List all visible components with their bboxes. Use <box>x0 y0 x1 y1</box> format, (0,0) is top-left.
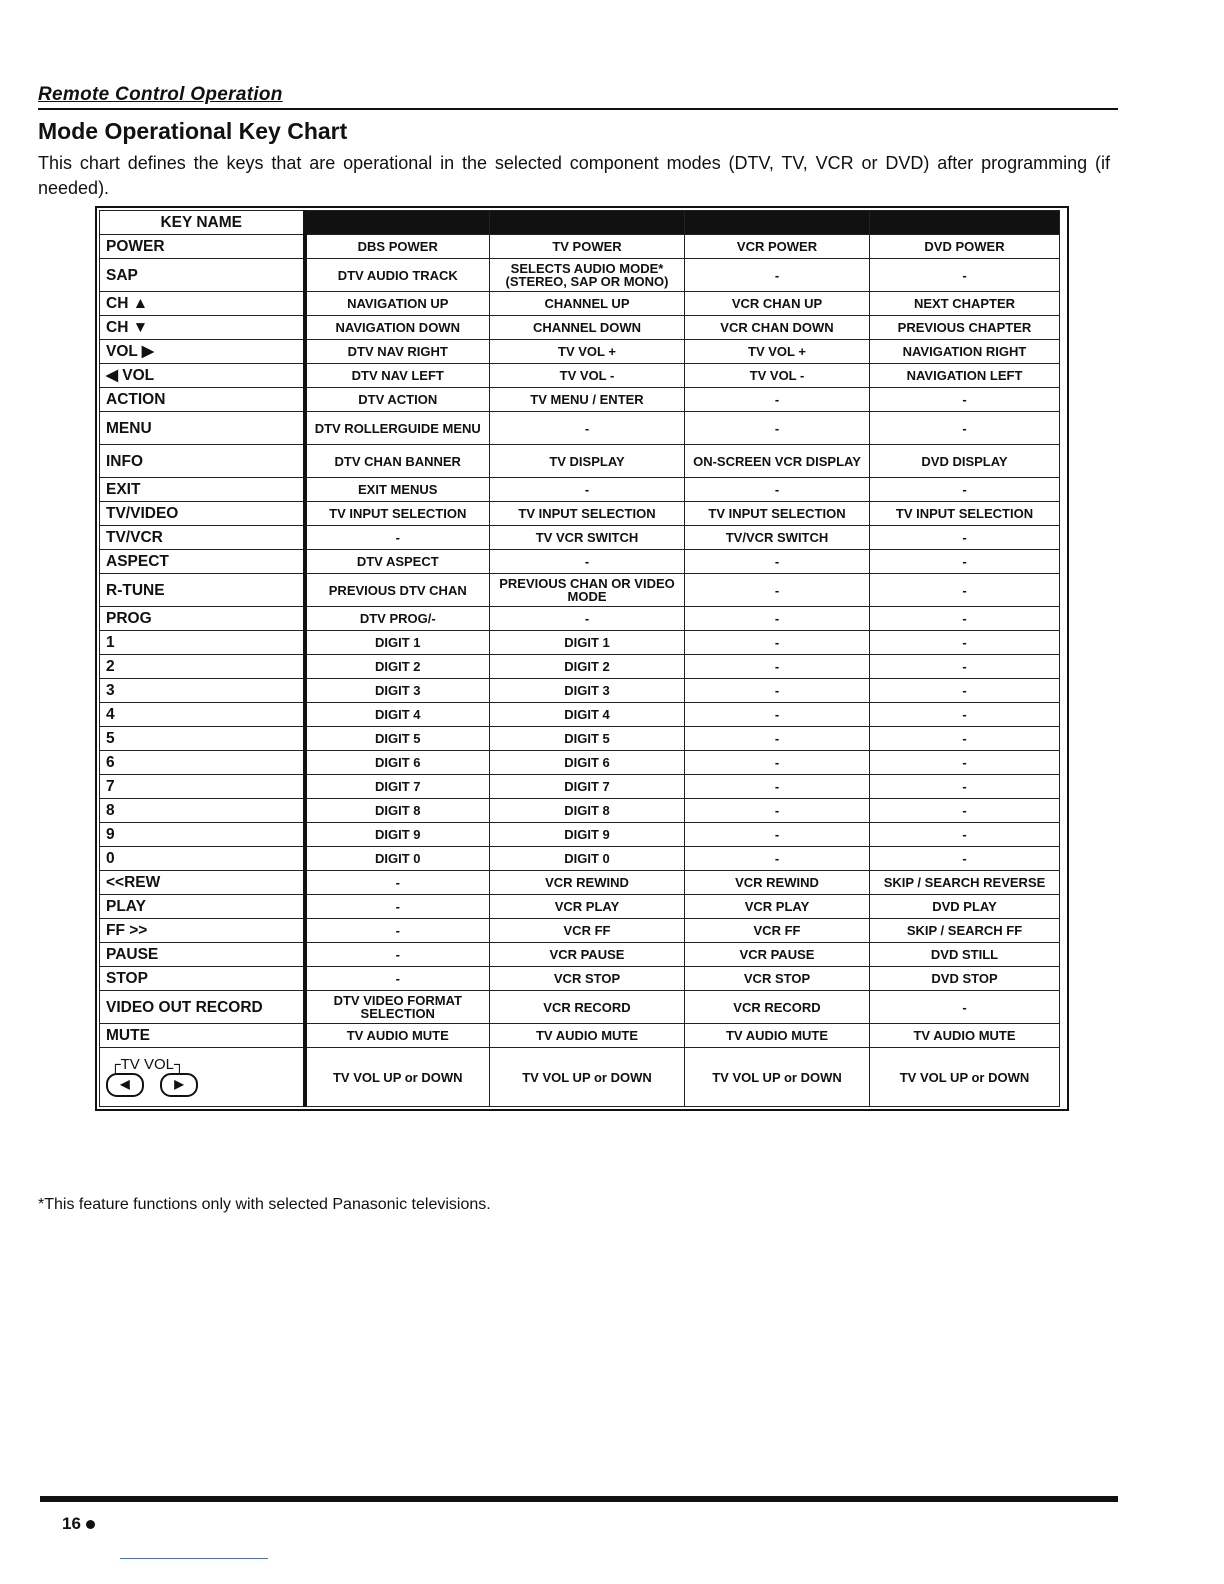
function-cell: TV VOL UP or DOWN <box>305 1048 490 1107</box>
key-name-cell: 5 <box>100 727 305 751</box>
function-cell: - <box>685 679 870 703</box>
function-cell: TV VOL UP or DOWN <box>870 1048 1060 1107</box>
function-cell: CHANNEL UP <box>490 292 685 316</box>
function-cell: - <box>870 823 1060 847</box>
function-cell: TV POWER <box>490 235 685 259</box>
function-cell: - <box>870 526 1060 550</box>
function-cell: - <box>870 574 1060 607</box>
function-cell: PREVIOUS CHAN OR VIDEO MODE <box>490 574 685 607</box>
key-name-cell: 4 <box>100 703 305 727</box>
page-number <box>62 1514 95 1534</box>
page-title: Mode Operational Key Chart <box>38 118 348 144</box>
function-cell: TV VOL + <box>685 340 870 364</box>
function-cell: PREVIOUS CHAPTER <box>870 316 1060 340</box>
function-cell: - <box>305 943 490 967</box>
function-cell: - <box>870 847 1060 871</box>
function-cell: VCR RECORD <box>490 991 685 1024</box>
function-cell: DIGIT 6 <box>490 751 685 775</box>
vol-right-icon: ▶ <box>160 1073 198 1097</box>
function-cell: - <box>685 823 870 847</box>
function-cell: DIGIT 1 <box>490 631 685 655</box>
function-cell: TV INPUT SELECTION <box>870 502 1060 526</box>
intro-paragraph: This chart defines the keys that are operational in the selected component modes (DTV, TV, VCR or DVD) after programming (if needed). <box>38 153 1110 198</box>
function-cell: VCR FF <box>685 919 870 943</box>
function-cell: - <box>870 478 1060 502</box>
function-cell: DIGIT 8 <box>305 799 490 823</box>
key-name-cell: VOL ▶ <box>100 340 305 364</box>
function-cell: - <box>870 703 1060 727</box>
function-cell: DIGIT 4 <box>490 703 685 727</box>
key-name-cell: 0 <box>100 847 305 871</box>
key-name-cell: MUTE <box>100 1024 305 1048</box>
function-cell: TV VOL + <box>490 340 685 364</box>
function-cell: - <box>305 871 490 895</box>
function-cell: - <box>685 799 870 823</box>
function-cell: DIGIT 3 <box>305 679 490 703</box>
function-cell: - <box>870 775 1060 799</box>
function-cell: - <box>870 412 1060 445</box>
function-cell: DIGIT 7 <box>490 775 685 799</box>
key-name-cell: STOP <box>100 967 305 991</box>
function-cell: - <box>685 550 870 574</box>
table-row <box>100 679 1060 703</box>
function-cell: - <box>490 412 685 445</box>
function-cell: TV VOL - <box>685 364 870 388</box>
key-name-cell: MENU <box>100 412 305 445</box>
function-cell: - <box>685 703 870 727</box>
key-name-cell: PLAY <box>100 895 305 919</box>
key-name-cell: PROG <box>100 607 305 631</box>
link-underline <box>120 1558 268 1559</box>
function-cell: VCR PLAY <box>490 895 685 919</box>
table-row <box>100 871 1060 895</box>
table-row <box>100 607 1060 631</box>
function-cell: - <box>685 751 870 775</box>
footer-rule <box>40 1496 1118 1502</box>
key-name-cell: VIDEO OUT RECORD <box>100 991 305 1024</box>
key-name-cell: TV/VCR <box>100 526 305 550</box>
function-cell: VCR PLAY <box>685 895 870 919</box>
function-cell: SELECTS AUDIO MODE* (STEREO, SAP OR MONO) <box>490 259 685 292</box>
table-header-row <box>100 211 1060 235</box>
function-cell: TV VCR SWITCH <box>490 526 685 550</box>
table-row <box>100 943 1060 967</box>
function-cell: - <box>685 655 870 679</box>
function-cell: DVD DISPLAY <box>870 445 1060 478</box>
key-name-cell: 3 <box>100 679 305 703</box>
table-row <box>100 388 1060 412</box>
function-cell: - <box>870 727 1060 751</box>
function-cell: VCR PAUSE <box>490 943 685 967</box>
table-row <box>100 235 1060 259</box>
function-cell: TV DISPLAY <box>490 445 685 478</box>
function-cell: CHANNEL DOWN <box>490 316 685 340</box>
function-cell: NEXT CHAPTER <box>870 292 1060 316</box>
function-cell: - <box>870 679 1060 703</box>
key-name-cell: CH ▲ <box>100 292 305 316</box>
key-name-cell: POWER <box>100 235 305 259</box>
table-row <box>100 823 1060 847</box>
function-cell: - <box>870 751 1060 775</box>
function-cell: DIGIT 0 <box>305 847 490 871</box>
function-cell: VCR STOP <box>685 967 870 991</box>
function-cell: PREVIOUS DTV CHAN <box>305 574 490 607</box>
table-row <box>100 967 1060 991</box>
function-cell: VCR REWIND <box>490 871 685 895</box>
table-row <box>100 895 1060 919</box>
page-number-text: 16 <box>62 1514 81 1533</box>
function-cell: - <box>870 550 1060 574</box>
function-cell: VCR FF <box>490 919 685 943</box>
function-cell: DIGIT 5 <box>490 727 685 751</box>
function-cell: TV INPUT SELECTION <box>305 502 490 526</box>
key-name-cell: EXIT <box>100 478 305 502</box>
function-cell: DTV PROG/- <box>305 607 490 631</box>
table-row <box>100 340 1060 364</box>
function-cell: DIGIT 2 <box>305 655 490 679</box>
function-cell: TV VOL UP or DOWN <box>490 1048 685 1107</box>
function-cell: - <box>870 991 1060 1024</box>
function-cell: - <box>870 607 1060 631</box>
function-cell: TV AUDIO MUTE <box>870 1024 1060 1048</box>
function-cell: DTV ASPECT <box>305 550 490 574</box>
function-cell: NAVIGATION RIGHT <box>870 340 1060 364</box>
function-cell: VCR CHAN DOWN <box>685 316 870 340</box>
table-row <box>100 445 1060 478</box>
function-cell: - <box>305 919 490 943</box>
section-heading-text: Remote Control Operation <box>38 84 283 105</box>
vol-buttons <box>106 1073 198 1097</box>
function-cell: VCR PAUSE <box>685 943 870 967</box>
function-cell: NAVIGATION DOWN <box>305 316 490 340</box>
table-row <box>100 292 1060 316</box>
key-chart-table <box>99 210 1060 1107</box>
key-chart-table-frame <box>95 206 1069 1111</box>
table-row <box>100 550 1060 574</box>
function-cell: - <box>685 727 870 751</box>
table-row <box>100 847 1060 871</box>
table-row <box>100 502 1060 526</box>
table-row <box>100 775 1060 799</box>
key-name-cell: 9 <box>100 823 305 847</box>
function-cell: DVD PLAY <box>870 895 1060 919</box>
function-cell: SKIP / SEARCH FF <box>870 919 1060 943</box>
function-cell: - <box>870 388 1060 412</box>
key-name-cell: INFO <box>100 445 305 478</box>
key-name-cell: ASPECT <box>100 550 305 574</box>
table-row-tv-vol <box>100 1048 1060 1107</box>
function-cell: DIGIT 9 <box>490 823 685 847</box>
header-mode-vcr <box>685 211 870 235</box>
function-cell: - <box>685 388 870 412</box>
header-mode-dvd <box>870 211 1060 235</box>
key-name-cell: ◀ VOL <box>100 364 305 388</box>
function-cell: - <box>490 607 685 631</box>
function-cell: VCR RECORD <box>685 991 870 1024</box>
function-cell: EXIT MENUS <box>305 478 490 502</box>
function-cell: - <box>490 550 685 574</box>
key-name-cell: 6 <box>100 751 305 775</box>
table-row <box>100 751 1060 775</box>
function-cell: - <box>870 655 1060 679</box>
table-row <box>100 655 1060 679</box>
key-name-cell: <<REW <box>100 871 305 895</box>
function-cell: VCR STOP <box>490 967 685 991</box>
function-cell: TV MENU / ENTER <box>490 388 685 412</box>
table-row <box>100 574 1060 607</box>
key-name-cell: CH ▼ <box>100 316 305 340</box>
function-cell: - <box>685 775 870 799</box>
function-cell: DTV NAV RIGHT <box>305 340 490 364</box>
header-key-name: KEY NAME <box>100 211 305 235</box>
function-cell: NAVIGATION LEFT <box>870 364 1060 388</box>
function-cell: DIGIT 7 <box>305 775 490 799</box>
function-cell: - <box>685 412 870 445</box>
function-cell: TV INPUT SELECTION <box>685 502 870 526</box>
table-row <box>100 364 1060 388</box>
key-name-cell: SAP <box>100 259 305 292</box>
key-name-cell: 2 <box>100 655 305 679</box>
function-cell: DIGIT 2 <box>490 655 685 679</box>
key-name-cell: TV/VIDEO <box>100 502 305 526</box>
function-cell: DTV ROLLERGUIDE MENU <box>305 412 490 445</box>
function-cell: TV AUDIO MUTE <box>305 1024 490 1048</box>
header-mode-tv <box>490 211 685 235</box>
function-cell: ON-SCREEN VCR DISPLAY <box>685 445 870 478</box>
function-cell: - <box>685 478 870 502</box>
table-row <box>100 799 1060 823</box>
function-cell: VCR REWIND <box>685 871 870 895</box>
function-cell: DTV NAV LEFT <box>305 364 490 388</box>
function-cell: DIGIT 6 <box>305 751 490 775</box>
function-cell: - <box>305 526 490 550</box>
table-row <box>100 991 1060 1024</box>
key-name-cell: 1 <box>100 631 305 655</box>
function-cell: - <box>870 799 1060 823</box>
footnote: *This feature functions only with selected Panasonic televisions. <box>38 1196 491 1213</box>
table-row <box>100 919 1060 943</box>
function-cell: - <box>685 631 870 655</box>
section-heading <box>38 84 1118 110</box>
function-cell: - <box>685 259 870 292</box>
function-cell: DTV ACTION <box>305 388 490 412</box>
function-cell: DTV CHAN BANNER <box>305 445 490 478</box>
function-cell: SKIP / SEARCH REVERSE <box>870 871 1060 895</box>
vol-left-icon: ◀ <box>106 1073 144 1097</box>
function-cell: - <box>685 847 870 871</box>
key-name-cell <box>100 1048 305 1107</box>
table-row <box>100 259 1060 292</box>
function-cell: DIGIT 0 <box>490 847 685 871</box>
function-cell: DTV VIDEO FORMAT SELECTION <box>305 991 490 1024</box>
function-cell: NAVIGATION UP <box>305 292 490 316</box>
table-row <box>100 727 1060 751</box>
function-cell: - <box>870 631 1060 655</box>
function-cell: TV/VCR SWITCH <box>685 526 870 550</box>
function-cell: DIGIT 4 <box>305 703 490 727</box>
key-name-cell: 7 <box>100 775 305 799</box>
function-cell: DIGIT 5 <box>305 727 490 751</box>
function-cell: - <box>870 259 1060 292</box>
table-row <box>100 526 1060 550</box>
function-cell: TV INPUT SELECTION <box>490 502 685 526</box>
table-row <box>100 478 1060 502</box>
function-cell: TV AUDIO MUTE <box>490 1024 685 1048</box>
key-name-cell: ACTION <box>100 388 305 412</box>
function-cell: - <box>685 607 870 631</box>
function-cell: - <box>305 967 490 991</box>
table-row <box>100 412 1060 445</box>
function-cell: DVD POWER <box>870 235 1060 259</box>
tv-vol-label: ┌TV VOL┐ <box>110 1055 185 1073</box>
function-cell: DVD STOP <box>870 967 1060 991</box>
table-row <box>100 1024 1060 1048</box>
function-cell: DIGIT 3 <box>490 679 685 703</box>
key-name-cell: 8 <box>100 799 305 823</box>
function-cell: DIGIT 8 <box>490 799 685 823</box>
function-cell: DVD STILL <box>870 943 1060 967</box>
function-cell: DBS POWER <box>305 235 490 259</box>
key-name-cell: FF >> <box>100 919 305 943</box>
header-mode-dtv <box>305 211 490 235</box>
function-cell: TV VOL - <box>490 364 685 388</box>
table-row <box>100 631 1060 655</box>
key-name-cell: R-TUNE <box>100 574 305 607</box>
function-cell: - <box>685 574 870 607</box>
function-cell: - <box>305 895 490 919</box>
table-row <box>100 316 1060 340</box>
key-name-cell: PAUSE <box>100 943 305 967</box>
function-cell: VCR CHAN UP <box>685 292 870 316</box>
function-cell: DIGIT 9 <box>305 823 490 847</box>
function-cell: TV AUDIO MUTE <box>685 1024 870 1048</box>
function-cell: VCR POWER <box>685 235 870 259</box>
function-cell: TV VOL UP or DOWN <box>685 1048 870 1107</box>
function-cell: DIGIT 1 <box>305 631 490 655</box>
tv-vol-graphic <box>106 1055 299 1097</box>
bullet-icon <box>86 1520 95 1529</box>
function-cell: - <box>490 478 685 502</box>
function-cell: DTV AUDIO TRACK <box>305 259 490 292</box>
table-row <box>100 703 1060 727</box>
